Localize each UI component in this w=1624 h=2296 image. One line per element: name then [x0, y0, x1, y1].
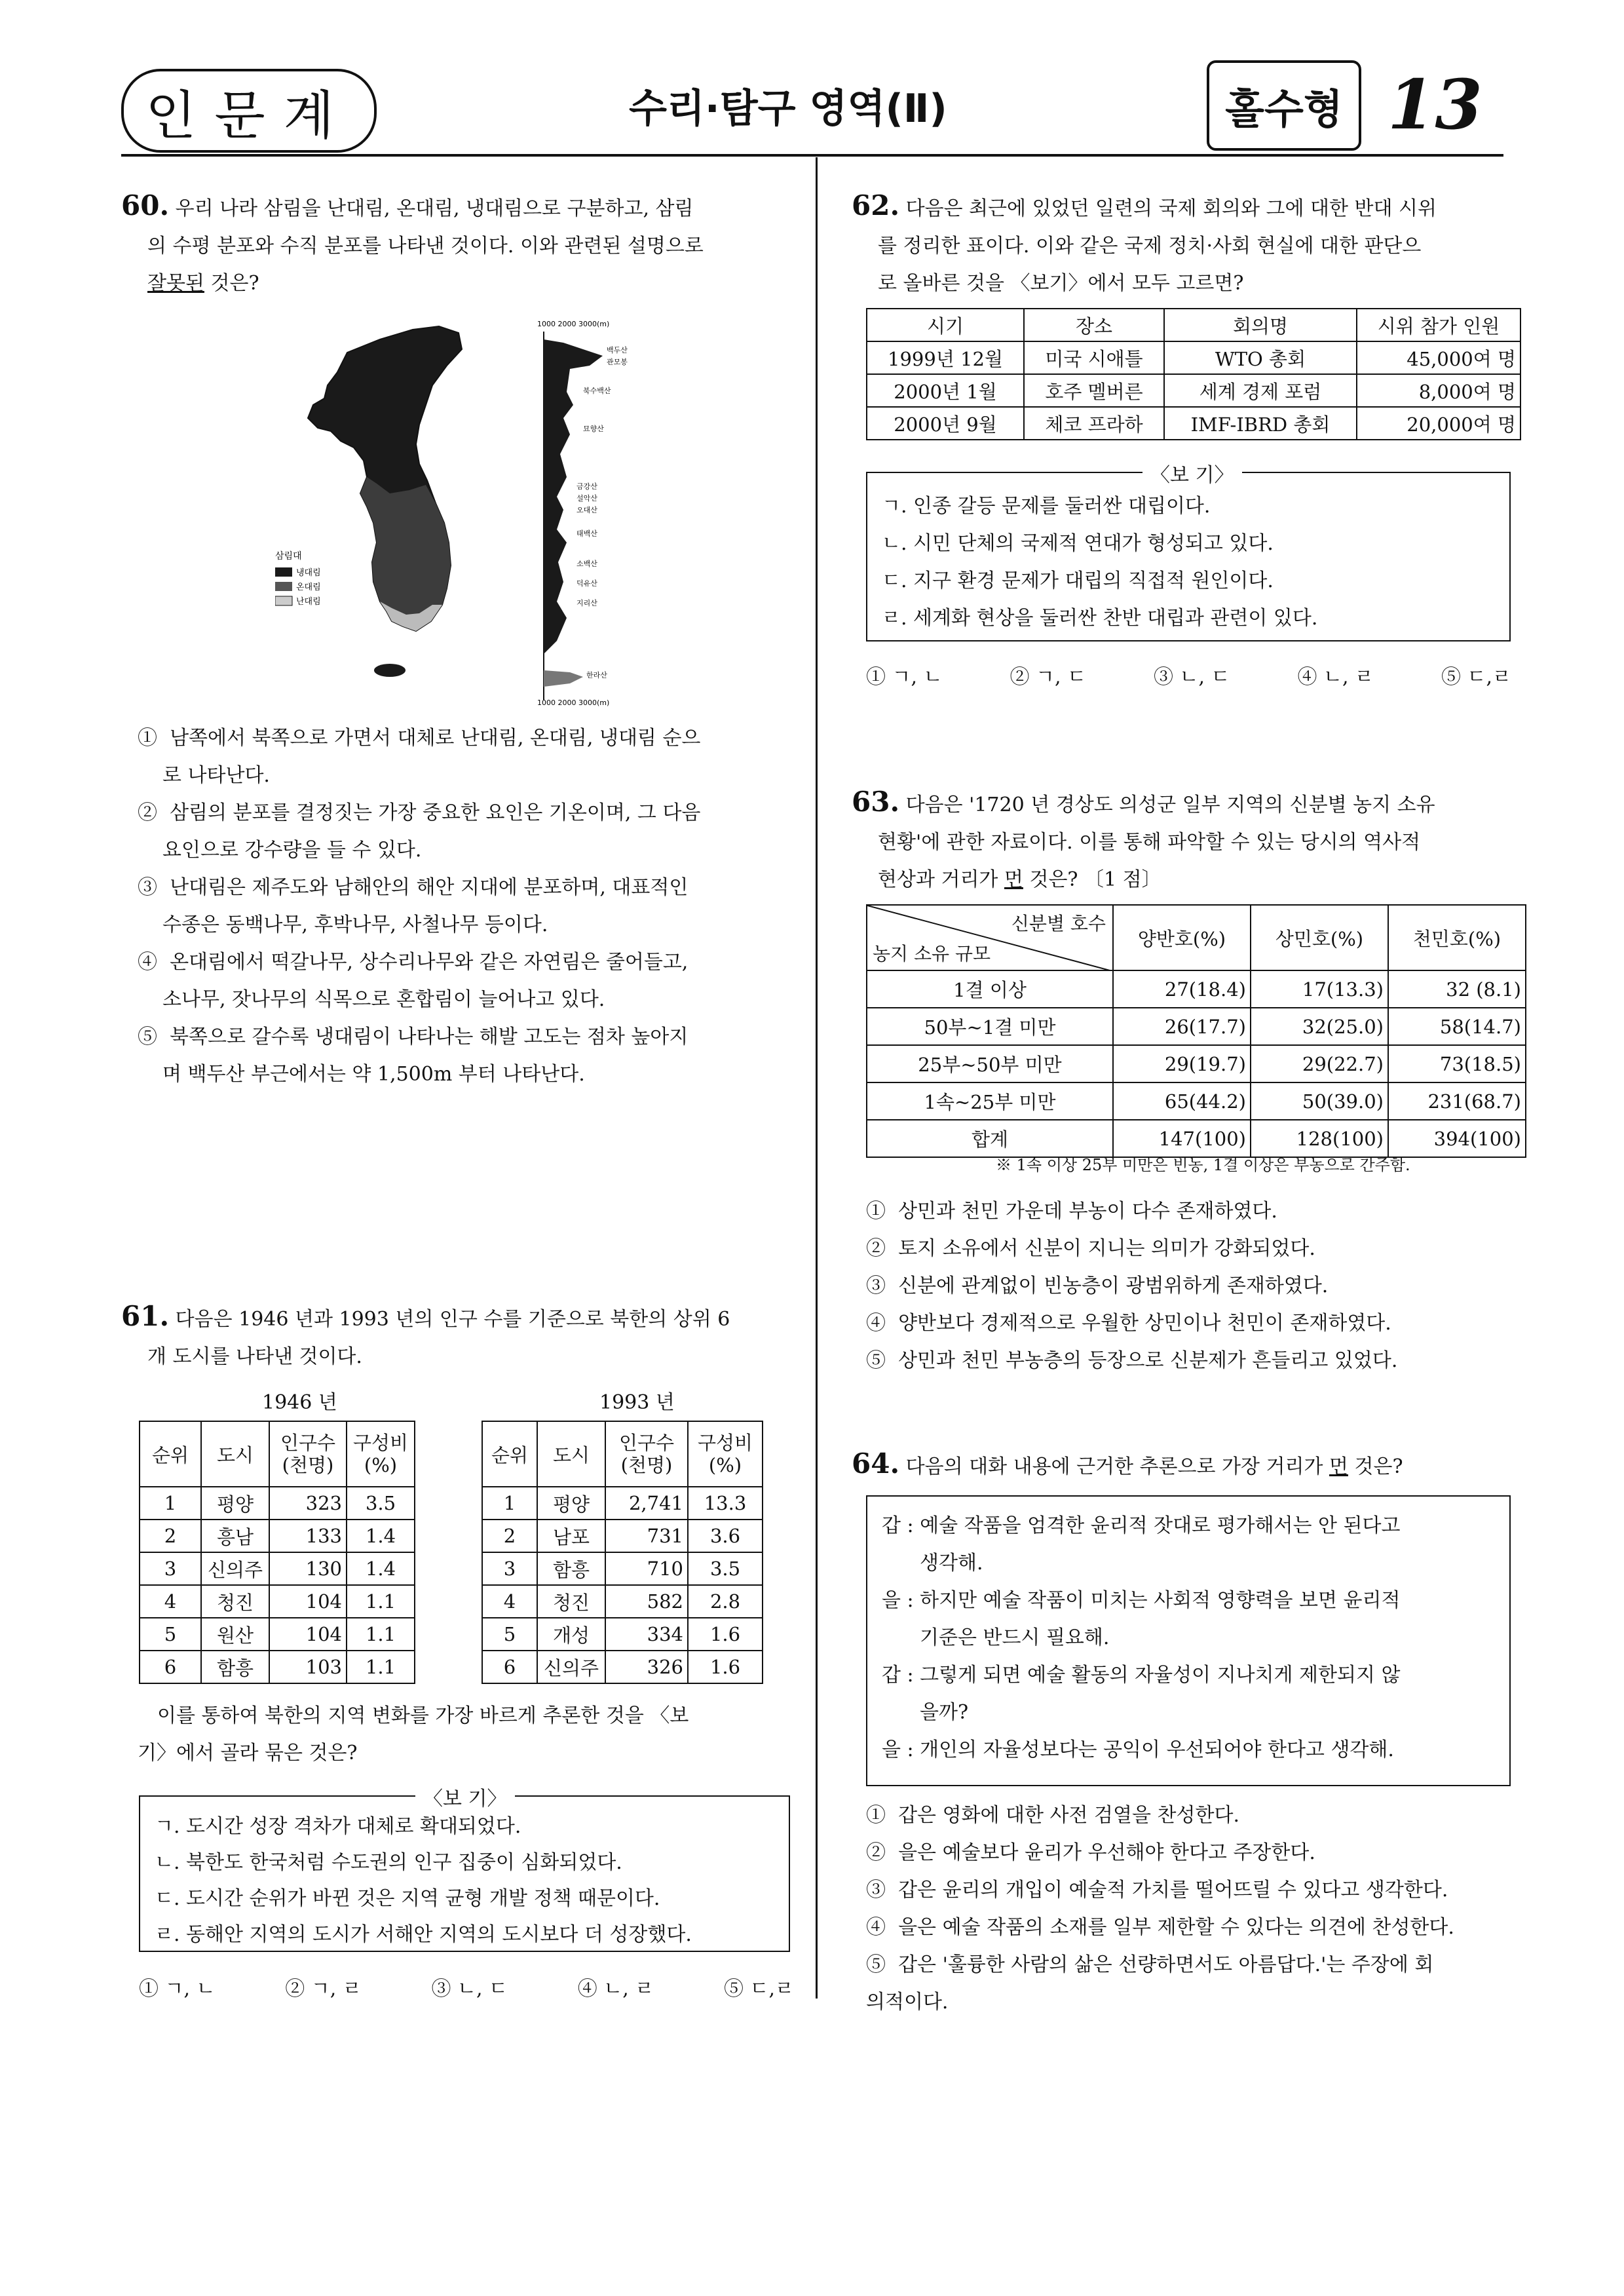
table-cell: 20,000여 명 — [1357, 407, 1520, 440]
table-cell: 1.4 — [347, 1520, 415, 1552]
table-cell: 1.1 — [347, 1618, 415, 1651]
table-cell: 8,000여 명 — [1357, 374, 1520, 407]
question-61 — [121, 1297, 789, 1375]
table-cell: 1.6 — [688, 1651, 763, 1683]
table-row — [867, 374, 1520, 407]
q62-table — [866, 308, 1521, 440]
table-cell: 3 — [482, 1552, 537, 1585]
bogi-label: 〈보 기〉 — [415, 1782, 515, 1811]
table-cell: 104 — [269, 1585, 347, 1618]
table-cell: 326 — [605, 1651, 688, 1683]
table-1993 — [482, 1421, 763, 1684]
peak-label: 관모봉 — [607, 358, 628, 366]
table-row — [482, 1651, 763, 1683]
table-cell: 104 — [269, 1618, 347, 1651]
peak-label: 지리산 — [576, 599, 597, 607]
q61-answer-choices — [139, 1972, 794, 2001]
table-cell: 133 — [269, 1520, 347, 1552]
legend-swatch-temperate — [275, 582, 292, 591]
stem-underlined: 먼 — [1329, 1455, 1348, 1478]
answer-choice[interactable]: ④ ㄴ, ㄹ — [577, 1978, 654, 2000]
table-cell: 평양 — [201, 1487, 269, 1520]
table-cell: 710 — [605, 1552, 688, 1585]
question-stem: 현황'에 관한 자료이다. 이를 통해 파악할 수 있는 당시의 역사적 — [878, 831, 1421, 854]
option-5[interactable]: ⑤ 북쪽으로 갈수록 냉대림이 나타나는 해발 고도는 점차 높아지 — [138, 1025, 689, 1048]
legend-warm-label: 난대림 — [296, 597, 321, 607]
option-1[interactable]: ① 남쪽에서 북쪽으로 가면서 대체로 난대림, 온대림, 냉대림 순으 — [138, 727, 701, 750]
answer-choice[interactable]: ⑤ ㄷ,ㄹ — [723, 1978, 794, 2000]
question-number: 62. — [852, 189, 900, 221]
scale-bottom: 1000 2000 3000(m) — [537, 698, 610, 706]
option-2[interactable]: ② 토지 소유에서 신분이 지니는 의미가 강화되었다. — [866, 1237, 1315, 1260]
peak-label: 덕유산 — [576, 579, 597, 588]
col-header: 도시 — [537, 1421, 605, 1487]
peak-label: 오대산 — [576, 506, 597, 514]
page-number: 13 — [1388, 64, 1482, 145]
option-3[interactable]: ③ 난대림은 제주도와 남해안의 해안 지대에 분포하며, 대표적인 — [138, 876, 689, 899]
table-cell: 2000년 9월 — [867, 407, 1024, 440]
table-cell: 1 — [140, 1487, 201, 1520]
peak-label: 금강산 — [576, 482, 597, 491]
table-cell: 2 — [140, 1520, 201, 1552]
table-cell: 1.1 — [347, 1651, 415, 1683]
vertical-profile-warm — [544, 670, 583, 687]
option-5[interactable]: ⑤ 갑은 '훌륭한 사람의 삶은 선량하면서도 아름답다.'는 주장에 회 — [866, 1953, 1434, 1976]
q61-followup: 이를 통하여 북한의 지역 변화를 가장 바르게 추론한 것을 〈보 기〉에서 골라 묶은 것은? — [138, 1704, 689, 1765]
section-badge: 인문계 — [121, 69, 377, 153]
table-cell: 1.4 — [347, 1552, 415, 1585]
bogi-item: ㄹ. 세계화 현상을 둘러싼 찬반 대립과 관련이 있다. — [882, 607, 1318, 630]
table-cell: 4 — [140, 1585, 201, 1618]
option-4-cont: 소나무, 잣나무의 식목으로 혼합림이 늘어나고 있다. — [162, 988, 605, 1011]
table-cell: 2.8 — [688, 1585, 763, 1618]
col-header: 순위 — [140, 1421, 201, 1487]
table-row — [140, 1487, 415, 1520]
option-5[interactable]: ⑤ 상민과 천민 부농층의 등장으로 신분제가 흔들리고 있었다. — [866, 1349, 1398, 1372]
option-2-cont: 요인으로 강수량을 들 수 있다. — [162, 839, 422, 862]
option-2[interactable]: ② 을은 예술보다 윤리가 우선해야 한다고 주장한다. — [866, 1841, 1315, 1864]
question-60 — [121, 187, 789, 302]
table-cell: 미국 시애틀 — [1024, 341, 1164, 374]
answer-choice[interactable]: ④ ㄴ, ㄹ — [1297, 666, 1374, 689]
table-cell: 731 — [605, 1520, 688, 1552]
table-cell: 6 — [140, 1651, 201, 1683]
bogi-item: ㄱ. 도시간 성장 격차가 대체로 확대되었다. — [155, 1815, 521, 1838]
option-3[interactable]: ③ 신분에 관계없이 빈농층이 광범위하게 존재하였다. — [866, 1274, 1329, 1297]
option-4[interactable]: ④ 을은 예술 작품의 소재를 일부 제한할 수 있다는 의견에 찬성한다. — [866, 1916, 1454, 1939]
q63-note: ※ 1속 이상 25부 미만은 빈농, 1결 이상은 부농으로 간주함. — [996, 1156, 1410, 1174]
table-row — [140, 1585, 415, 1618]
speaker: 갑 : — [882, 1664, 914, 1687]
stem-underlined: 먼 — [1004, 868, 1023, 891]
table-row — [867, 970, 1526, 1008]
table-cell: 원산 — [201, 1618, 269, 1651]
table-cell: 4 — [482, 1585, 537, 1618]
table-cell: 231(68.7) — [1388, 1082, 1526, 1120]
table-row — [140, 1520, 415, 1552]
table-row — [482, 1487, 763, 1520]
corner-bottom: 농지 소유 규모 — [873, 943, 991, 965]
question-stem: 우리 나라 삼림을 난대림, 온대림, 냉대림으로 구분하고, 삼림 — [175, 197, 694, 220]
table-cell: IMF-IBRD 총회 — [1164, 407, 1357, 440]
question-number: 64. — [852, 1447, 900, 1480]
table-row — [140, 1618, 415, 1651]
question-62 — [852, 187, 1507, 302]
table-cell: 1999년 12월 — [867, 341, 1024, 374]
table-row — [867, 341, 1520, 374]
table-cell: WTO 총회 — [1164, 341, 1357, 374]
table-cell: 45,000여 명 — [1357, 341, 1520, 374]
table-cell: 3.5 — [688, 1552, 763, 1585]
table-cell: 함흥 — [201, 1651, 269, 1683]
option-5-cont: 며 백두산 부근에서는 약 1,500m 부터 나타난다. — [162, 1063, 585, 1086]
option-4[interactable]: ④ 온대림에서 떡갈나무, 상수리나무와 같은 자연림은 줄어들고, — [138, 951, 689, 974]
legend-cold-label: 냉대림 — [296, 568, 321, 578]
q63-options — [866, 1193, 1515, 1379]
table-cell: 체코 프라하 — [1024, 407, 1164, 440]
table-cell: 1 — [482, 1487, 537, 1520]
answer-choice[interactable]: ② ㄱ, ㄹ — [285, 1978, 362, 2000]
bogi-item: ㄱ. 인종 갈등 문제를 둘러싼 대립이다. — [882, 495, 1211, 518]
question-63: 63. 다음은 '1720 년 경상도 의성군 일부 지역의 신분별 농지 소유 현황'에 관한 자료이다. 이를 통해 파악할 수 있는 당시의 역사적 현상과 거리가 먼 것은? 〔1 점〕 — [852, 783, 1507, 898]
table-cell: 13.3 — [688, 1487, 763, 1520]
answer-choice[interactable]: ① ㄱ, ㄴ — [866, 666, 943, 689]
table-cell: 1.6 — [688, 1618, 763, 1651]
dialogue-line: 갑 : 그렇게 되면 예술 활동의 자율성이 지나치게 제한되지 않 — [882, 1664, 1401, 1687]
table-cell: 3 — [140, 1552, 201, 1585]
table-cell: 103 — [269, 1651, 347, 1683]
table-cell: 29(22.7) — [1251, 1045, 1388, 1082]
dialogue-line: 을 : 하지만 예술 작품이 미치는 사회적 영향력을 보면 윤리적 — [882, 1589, 1401, 1612]
col-header: 회의명 — [1164, 309, 1357, 341]
q62-answer-choices — [866, 660, 1511, 689]
table-cell: 582 — [605, 1585, 688, 1618]
option-2[interactable]: ② 삼림의 분포를 결정짓는 가장 중요한 요인은 기온이며, 그 다음 — [138, 801, 701, 824]
corner-top: 신분별 호수 — [1011, 913, 1106, 934]
bogi-item: ㄹ. 동해안 지역의 도시가 서해안 지역의 도시보다 더 성장했다. — [155, 1923, 692, 1946]
table-cell: 50(39.0) — [1251, 1082, 1388, 1120]
table-cell: 50부~1결 미만 — [867, 1008, 1113, 1045]
dialogue-line: 을 : 개인의 자율성보다는 공익이 우선되어야 한다고 생각해. — [882, 1738, 1394, 1761]
table-cell: 323 — [269, 1487, 347, 1520]
scale-top: 1000 2000 3000(m) — [537, 320, 610, 328]
table-cell: 3.6 — [688, 1520, 763, 1552]
question-stem: 개 도시를 나타낸 것이다. — [147, 1345, 362, 1368]
table-row — [482, 1585, 763, 1618]
table-cell: 함흥 — [537, 1552, 605, 1585]
question-number: 61. — [121, 1300, 170, 1332]
dialogue-line: 갑 : 예술 작품을 엄격한 윤리적 잣대로 평가해서는 안 된다고 — [882, 1514, 1401, 1537]
question-stem: 다음은 '1720 년 경상도 의성군 일부 지역의 신분별 농지 소유 — [905, 794, 1435, 816]
table-cell: 5 — [140, 1618, 201, 1651]
question-stem: 것은? — [204, 272, 259, 295]
jeju-island-shape — [374, 664, 406, 677]
table-cell: 29(19.7) — [1113, 1045, 1251, 1082]
legend-swatch-cold — [275, 567, 292, 577]
option-1[interactable]: ① 갑은 영화에 대한 사전 검열을 찬성한다. — [866, 1804, 1239, 1827]
q62-bogi-box — [866, 464, 1511, 641]
col-header: 시위 참가 인원 — [1357, 309, 1520, 341]
speaker: 을 : — [882, 1738, 914, 1761]
forest-map-figure — [275, 313, 642, 706]
question-stem: 를 정리한 표이다. 이와 같은 국제 정치·사회 현실에 대한 판단으 — [878, 235, 1422, 258]
q64-dialogue-box: 갑 : 예술 작품을 엄격한 윤리적 잣대로 평가해서는 안 된다고 생각해. 을 : 하지만 예술 작품이 미치는 사회적 영향력을 보면 윤리적 기준은 반드시 필요해. 갑 : 그렇게 되면 예술 활동의 자율성이 지나치게 제한되지 않 을까? 을 : 개인의 자율성보다는 공익이 우선되어야 한다고 생각해. — [866, 1495, 1511, 1786]
table-cell: 남포 — [537, 1520, 605, 1552]
table-cell: 26(17.7) — [1113, 1008, 1251, 1045]
answer-choice[interactable]: ② ㄱ, ㄷ — [1010, 666, 1087, 689]
q63-table — [866, 904, 1526, 1158]
speaker: 을 : — [882, 1589, 914, 1612]
legend-title: 삼림대 — [275, 551, 302, 562]
answer-choice[interactable]: ③ ㄴ, ㄷ — [1153, 666, 1230, 689]
table-cell: 58(14.7) — [1388, 1008, 1526, 1045]
legend-swatch-warm — [275, 596, 292, 605]
table-cell: 평양 — [537, 1487, 605, 1520]
peak-label: 묘향산 — [583, 425, 604, 433]
table-cell: 6 — [482, 1651, 537, 1683]
col-header: 장소 — [1024, 309, 1164, 341]
table-cell: 128(100) — [1251, 1120, 1388, 1157]
peak-label: 설악산 — [576, 494, 597, 503]
option-1[interactable]: ① 상민과 천민 가운데 부농이 다수 존재하였다. — [866, 1200, 1277, 1223]
bogi-item: ㄷ. 지구 환경 문제가 대립의 직접적 원인이다. — [882, 569, 1274, 592]
table-cell: 1속~25부 미만 — [867, 1082, 1113, 1120]
col-header: 구성비 (%) — [688, 1421, 763, 1487]
question-stem: 로 올바른 것을 〈보기〉에서 모두 고르면? — [878, 272, 1244, 295]
question-stem: 다음은 최근에 있었던 일련의 국제 회의와 그에 대한 반대 시위 — [905, 197, 1437, 220]
corner-header — [867, 905, 1113, 970]
peak-label: 소백산 — [576, 560, 597, 568]
table-cell: 5 — [482, 1618, 537, 1651]
question-stem: 다음은 1946 년과 1993 년의 인구 수를 기준으로 북한의 상위 6 — [175, 1308, 730, 1331]
table-row — [867, 1082, 1526, 1120]
table-cell: 2 — [482, 1520, 537, 1552]
peak-label: 백두산 — [607, 346, 628, 354]
table-cell: 147(100) — [1113, 1120, 1251, 1157]
col-header: 시기 — [867, 309, 1024, 341]
col-header: 인구수 (천명) — [269, 1421, 347, 1487]
table-row — [482, 1520, 763, 1552]
legend-temperate-label: 온대림 — [296, 583, 321, 592]
stem-underlined: 잘못된 — [147, 272, 204, 295]
table-row — [867, 407, 1520, 440]
table-1946 — [139, 1421, 415, 1684]
bogi-item: ㄴ. 북한도 한국처럼 수도권의 인구 집중이 심화되었다. — [155, 1851, 622, 1874]
option-1-cont: 로 나타난다. — [162, 764, 270, 787]
question-stem: 의 수평 분포와 수직 분포를 나타낸 것이다. 이와 관련된 설명으로 — [147, 235, 704, 258]
peak-label: 북수백산 — [583, 387, 611, 395]
table-cell: 73(18.5) — [1388, 1045, 1526, 1082]
table-cell: 청진 — [201, 1585, 269, 1618]
table-cell: 1결 이상 — [867, 970, 1113, 1008]
table-cell: 흥남 — [201, 1520, 269, 1552]
table-cell: 호주 멜버른 — [1024, 374, 1164, 407]
table-cell: 합계 — [867, 1120, 1113, 1157]
table-row — [140, 1552, 415, 1585]
table-cell: 2000년 1월 — [867, 374, 1024, 407]
table-cell: 130 — [269, 1552, 347, 1585]
peak-label: 한라산 — [586, 671, 607, 679]
q64-options — [866, 1797, 1515, 2021]
question-number: 60. — [121, 189, 170, 221]
option-3[interactable]: ③ 갑은 윤리의 개입이 예술적 가치를 떨어뜨릴 수 있다고 생각한다. — [866, 1879, 1448, 1902]
col-header: 순위 — [482, 1421, 537, 1487]
table-cell: 32 (8.1) — [1388, 970, 1526, 1008]
bogi-item: ㄷ. 도시간 순위가 바뀐 것은 지역 균형 개발 정책 때문이다. — [155, 1887, 660, 1910]
col-header: 양반호(%) — [1113, 905, 1251, 970]
q61-bogi-box — [139, 1788, 790, 1952]
q60-options — [138, 719, 793, 1093]
table-cell: 신의주 — [537, 1651, 605, 1683]
answer-choice[interactable]: ③ ㄴ, ㄷ — [431, 1978, 508, 2000]
bogi-label: 〈보 기〉 — [1142, 459, 1242, 488]
table-row — [482, 1552, 763, 1585]
table-cell: 2,741 — [605, 1487, 688, 1520]
answer-choice[interactable]: ① ㄱ, ㄴ — [139, 1978, 216, 2000]
col-header: 천민호(%) — [1388, 905, 1526, 970]
header-rule — [121, 154, 1503, 157]
question-number: 63. — [852, 786, 900, 818]
option-4[interactable]: ④ 양반보다 경제적으로 우월한 상민이나 천민이 존재하였다. — [866, 1312, 1391, 1335]
table-cell: 25부~50부 미만 — [867, 1045, 1113, 1082]
col-header: 도시 — [201, 1421, 269, 1487]
peak-label: 태백산 — [576, 529, 597, 538]
question-64: 64. 다음의 대화 내용에 근거한 추론으로 가장 거리가 먼 것은? — [852, 1447, 1403, 1480]
table-1946-caption: 1946 년 — [262, 1391, 337, 1414]
option-5-cont: 의적이다. — [866, 1991, 949, 2014]
table-row — [867, 1045, 1526, 1082]
table-cell: 1.1 — [347, 1585, 415, 1618]
option-3-cont: 수종은 동백나무, 후박나무, 사철나무 등이다. — [162, 913, 548, 936]
form-type-badge: 홀수형 — [1207, 60, 1361, 151]
table-cell: 청진 — [537, 1585, 605, 1618]
table-cell: 394(100) — [1388, 1120, 1526, 1157]
table-row — [867, 1008, 1526, 1045]
table-cell: 세계 경제 포럼 — [1164, 374, 1357, 407]
bogi-item: ㄴ. 시민 단체의 국제적 연대가 형성되고 있다. — [882, 532, 1274, 555]
table-cell: 27(18.4) — [1113, 970, 1251, 1008]
table-cell: 3.5 — [347, 1487, 415, 1520]
table-cell: 32(25.0) — [1251, 1008, 1388, 1045]
col-header: 인구수 (천명) — [605, 1421, 688, 1487]
column-divider — [816, 157, 818, 1999]
table-1993-caption: 1993 년 — [599, 1391, 675, 1414]
table-cell: 신의주 — [201, 1552, 269, 1585]
col-header: 구성비 (%) — [347, 1421, 415, 1487]
table-row — [140, 1651, 415, 1683]
table-cell: 334 — [605, 1618, 688, 1651]
col-header: 상민호(%) — [1251, 905, 1388, 970]
page-title: 수리·탐구 영역(Ⅱ) — [629, 86, 947, 132]
answer-choice[interactable]: ⑤ ㄷ,ㄹ — [1441, 666, 1511, 689]
table-cell: 개성 — [537, 1618, 605, 1651]
table-row — [482, 1618, 763, 1651]
table-cell: 17(13.3) — [1251, 970, 1388, 1008]
speaker: 갑 : — [882, 1514, 914, 1537]
table-cell: 65(44.2) — [1113, 1082, 1251, 1120]
